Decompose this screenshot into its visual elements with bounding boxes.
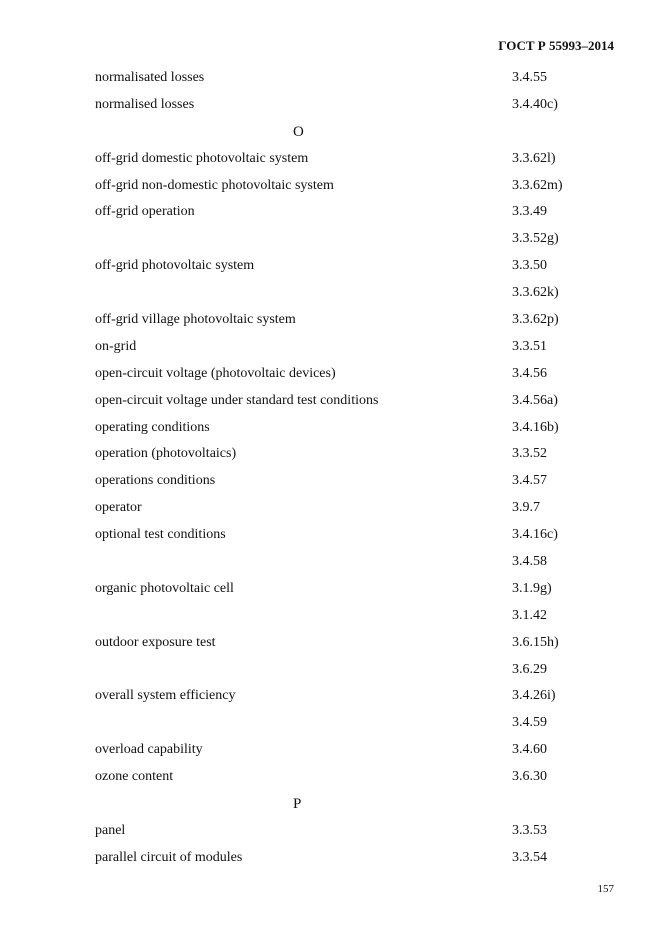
index-term: operating conditions — [95, 419, 210, 435]
index-reference: 3.3.53 — [512, 822, 547, 838]
index-entry — [95, 576, 615, 603]
index-reference: 3.1.9g) — [512, 580, 552, 596]
index-entry — [95, 495, 615, 522]
index-entry — [95, 280, 615, 307]
document-header: ГОСТ Р 55993–2014 — [498, 38, 614, 53]
index-term: normalised losses — [95, 96, 195, 112]
section-letter-row — [95, 791, 615, 818]
index-term: panel — [95, 822, 126, 838]
index-reference: 3.4.58 — [512, 554, 547, 570]
index-term: normalisated losses — [95, 70, 205, 85]
index-term: operations conditions — [95, 473, 216, 489]
index-entry — [95, 549, 615, 576]
index-entry — [95, 737, 615, 764]
index-reference: 3.4.26i) — [512, 688, 556, 704]
index-reference: 3.3.50 — [512, 258, 547, 274]
index-reference: 3.4.55 — [512, 70, 547, 85]
index-entry — [95, 657, 615, 684]
index-entry — [95, 764, 615, 791]
index-term: organic photovoltaic cell — [95, 580, 234, 596]
index-reference: 3.4.16b) — [512, 419, 559, 435]
index-term: open-circuit voltage (photovoltaic devices) — [95, 365, 336, 381]
page-number: 157 — [597, 883, 614, 895]
index-reference: 3.3.62l) — [512, 150, 556, 166]
index-entry — [95, 603, 615, 630]
index-entry — [95, 92, 615, 119]
index-entry — [95, 388, 615, 415]
index-reference: 3.3.62k) — [512, 285, 559, 301]
index-reference: 3.4.59 — [512, 715, 547, 731]
index-reference: 3.6.29 — [512, 661, 547, 677]
index-term: off-grid domestic photovoltaic system — [95, 150, 309, 166]
index-entry — [95, 65, 615, 92]
index-reference: 3.3.62p) — [512, 312, 559, 328]
index-reference: 3.9.7 — [512, 500, 540, 516]
index-term: outdoor exposure test — [95, 634, 216, 650]
index-entry — [95, 818, 615, 845]
index-term: optional test conditions — [95, 527, 226, 543]
index-reference: 3.3.62m) — [512, 177, 563, 193]
index-reference: 3.6.15h) — [512, 634, 559, 650]
index-entry — [95, 710, 615, 737]
index-reference: 3.3.51 — [512, 338, 547, 354]
section-letter-row — [95, 119, 615, 146]
index-term: open-circuit voltage under standard test conditions — [95, 392, 379, 408]
index-entry — [95, 226, 615, 253]
index-entry — [95, 253, 615, 280]
index-term: overall system efficiency — [95, 688, 236, 704]
index-entry — [95, 334, 615, 361]
index-reference: 3.4.56a) — [512, 392, 558, 408]
section-letter: O — [293, 123, 304, 140]
index-term: ozone content — [95, 769, 174, 785]
index-term: off-grid operation — [95, 204, 195, 220]
index-entry — [95, 146, 615, 173]
section-letter: P — [293, 796, 302, 813]
index-entry — [95, 522, 615, 549]
index-entry — [95, 361, 615, 388]
index-reference: 3.4.56 — [512, 365, 547, 381]
index-term: operator — [95, 500, 142, 516]
index-term: off-grid village photovoltaic system — [95, 312, 296, 328]
index-reference: 3.6.30 — [512, 769, 547, 785]
index-reference: 3.4.40c) — [512, 96, 558, 112]
index-reference: 3.3.52 — [512, 446, 547, 462]
index-entry — [95, 683, 615, 710]
index-entry — [95, 468, 615, 495]
index-reference: 3.4.57 — [512, 473, 547, 489]
index-term: overload capability — [95, 742, 203, 758]
index-entry — [95, 630, 615, 657]
index-reference: 3.4.16c) — [512, 527, 558, 543]
index-term: off-grid photovoltaic system — [95, 258, 255, 274]
index-entry — [95, 307, 615, 334]
index-entry — [95, 441, 615, 468]
index-entry — [95, 415, 615, 442]
index-reference: 3.3.54 — [512, 849, 547, 865]
index-reference: 3.4.60 — [512, 742, 547, 758]
index-term: parallel circuit of modules — [95, 849, 243, 865]
index-entry — [95, 173, 615, 200]
index-reference: 3.1.42 — [512, 607, 547, 623]
index-reference: 3.3.52g) — [512, 231, 559, 247]
index-reference: 3.3.49 — [512, 204, 547, 220]
index-entry — [95, 199, 615, 226]
index-list — [95, 65, 615, 872]
index-entry — [95, 845, 615, 872]
index-term: operation (photovoltaics) — [95, 446, 237, 462]
index-term: on-grid — [95, 338, 137, 354]
index-term: off-grid non-domestic photovoltaic system — [95, 177, 334, 193]
